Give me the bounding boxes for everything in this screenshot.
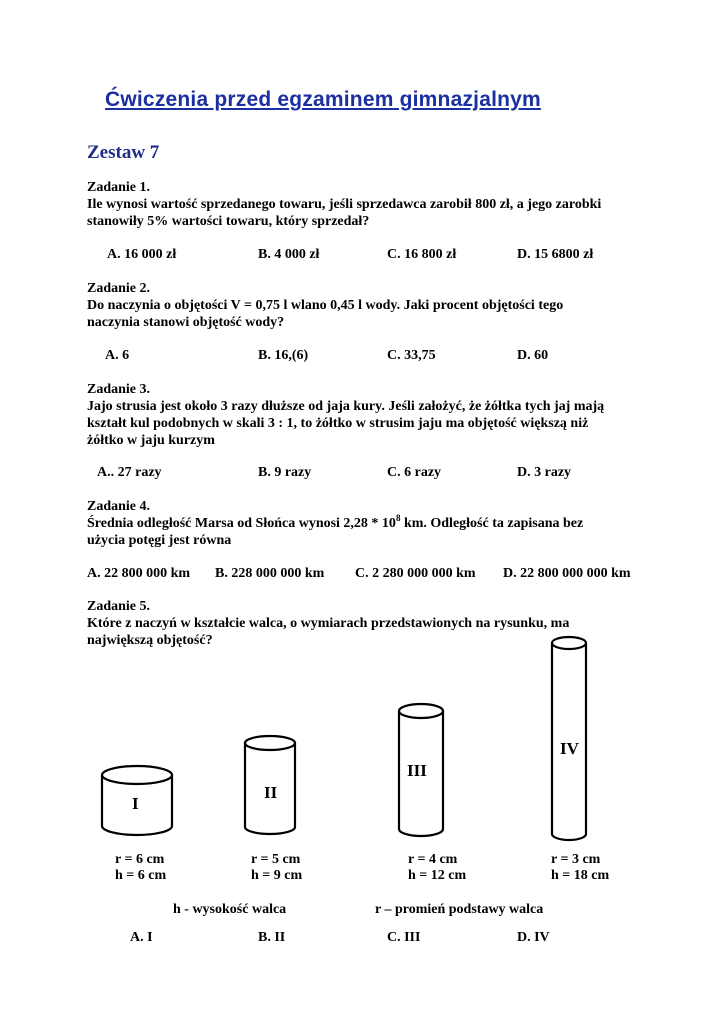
task-5-option-d[interactable]: D. IV: [517, 930, 550, 945]
task-1-option-b[interactable]: B. 4 000 zł: [258, 247, 320, 262]
task-5-text-line: największą objętość?: [87, 633, 213, 648]
task-3-text-line: Jajo strusia jest około 3 razy dłuższe od jaja kury. Jeśli założyć, że żółtka tych jaj mają: [87, 399, 605, 414]
task-3-option-c[interactable]: C. 6 razy: [387, 465, 442, 480]
task-4-exponent: 8: [395, 513, 401, 523]
task-5-option-a[interactable]: A. I: [130, 930, 153, 945]
cylinder-2-numeral: II: [264, 783, 278, 802]
cylinder-4-height: h = 18 cm: [551, 868, 610, 883]
task-4-text-post: km. Odległość ta zapisana bez: [400, 516, 584, 531]
cylinder-3-numeral: III: [407, 761, 427, 780]
set-title: Zestaw 7: [87, 142, 160, 163]
task-2-option-a[interactable]: A. 6: [105, 348, 130, 363]
task-2-option-c[interactable]: C. 33,75: [387, 348, 436, 363]
task-1-option-a[interactable]: A. 16 000 zł: [107, 247, 177, 262]
task-3-option-a[interactable]: A.. 27 razy: [97, 465, 162, 480]
task-3-text-line: kształt kul podobnych w skali 3 : 1, to żółtko w strusim jaju ma objętość większą niż: [87, 416, 589, 431]
cylinder-4-numeral: IV: [560, 739, 579, 758]
task-1-option-c[interactable]: C. 16 800 zł: [387, 247, 457, 262]
cylinder-3-radius: r = 4 cm: [408, 852, 458, 867]
task-4-option-d[interactable]: D. 22 800 000 000 km: [503, 566, 631, 581]
task-1-option-d[interactable]: D. 15 6800 zł: [517, 247, 594, 262]
task-5-option-b[interactable]: B. II: [258, 930, 286, 945]
task-4-text-line: użycia potęgi jest równa: [87, 533, 232, 548]
legend-height: h - wysokość walca: [173, 902, 287, 917]
cylinder-1-radius: r = 6 cm: [115, 852, 165, 867]
cylinder-1-numeral: I: [132, 794, 139, 813]
task-4-label: Zadanie 4.: [87, 499, 151, 514]
task-3-option-d[interactable]: D. 3 razy: [517, 465, 572, 480]
task-3-option-b[interactable]: B. 9 razy: [258, 465, 312, 480]
task-1-text-line: Ile wynosi wartość sprzedanego towaru, jeśli sprzedawca zarobił 800 zł, a jego zarobki: [87, 197, 602, 212]
task-2-option-d[interactable]: D. 60: [517, 348, 549, 363]
task-4-option-b[interactable]: B. 228 000 000 km: [215, 566, 325, 581]
task-1-label: Zadanie 1.: [87, 180, 151, 195]
task-2-text-line: naczynia stanowi objętość wody?: [87, 315, 285, 330]
task-2-option-b[interactable]: B. 16,(6): [258, 348, 309, 363]
task-4-option-c[interactable]: C. 2 280 000 000 km: [355, 566, 476, 581]
task-1-text-line: stanowiły 5% wartości towaru, który sprzedał?: [87, 214, 370, 229]
task-3-text-line: żółtko w jaju kurzym: [87, 433, 215, 448]
task-3-label: Zadanie 3.: [87, 382, 151, 397]
task-2-label: Zadanie 2.: [87, 281, 151, 296]
cylinder-1-height: h = 6 cm: [115, 868, 167, 883]
cylinder-3-height: h = 12 cm: [408, 868, 467, 883]
task-2-text-line: Do naczynia o objętości V = 0,75 l wlano 0,45 l wody. Jaki procent objętości tego: [87, 298, 564, 313]
task-4-option-a[interactable]: A. 22 800 000 km: [87, 566, 191, 581]
cylinder-4-radius: r = 3 cm: [551, 852, 601, 867]
page-title: Ćwiczenia przed egzaminem gimnazjalnym: [105, 88, 541, 111]
task-5-text-line: Które z naczyń w kształcie walca, o wymiarach przedstawionych na rysunku, ma: [87, 616, 570, 631]
task-4-text-pre: Średnia odległość Marsa od Słońca wynosi 2,28 * 10: [87, 516, 396, 531]
legend-radius: r – promień podstawy walca: [375, 902, 544, 917]
cylinder-2-radius: r = 5 cm: [251, 852, 301, 867]
cylinder-2-height: h = 9 cm: [251, 868, 303, 883]
task-5-option-c[interactable]: C. III: [387, 930, 421, 945]
task-5-label: Zadanie 5.: [87, 599, 151, 614]
